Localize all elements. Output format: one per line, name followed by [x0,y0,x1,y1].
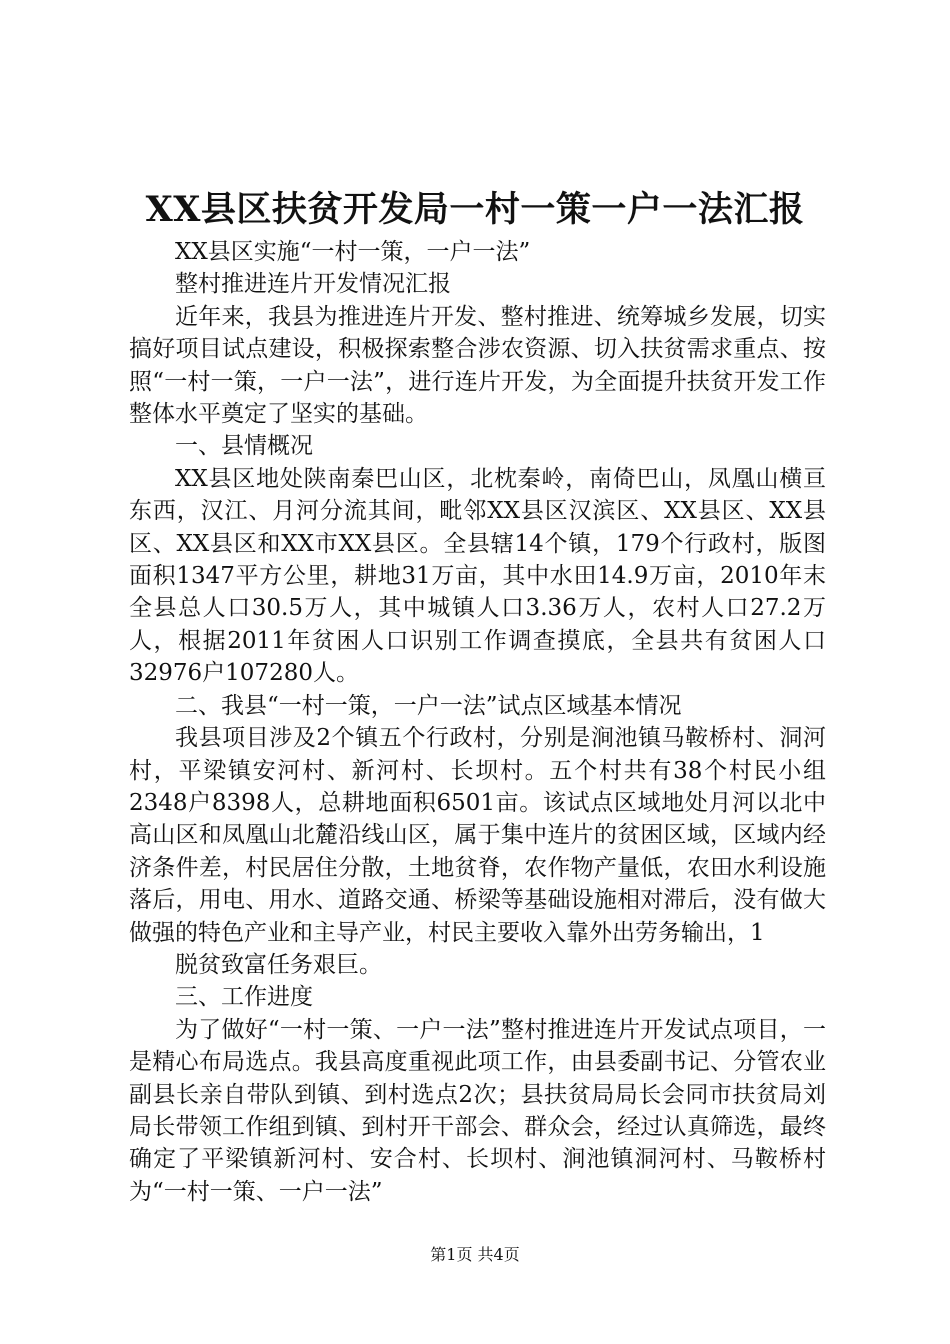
section-heading-2: 二、我县“一村一策，一户一法”试点区域基本情况 [175,692,682,719]
subtitle-line-1: XX县区实施“一村一策，一户一法” [175,239,531,265]
work-progress-paragraph: 为了做好“一村一策、一户一法”整村推进连片开发试点项目，一是精心布局选点。我县高度重视此项工作，由县委副书记、分管农业副县长亲自带队到镇、到村选点2次；县扶贫局局长会同市扶贫局刘局长带领工作组到镇、到村开干部会、群众会，经过认真筛选，最终确定了平梁镇新河村、安合村、长坝村、涧池镇洞河村、马鞍桥村为“一村一策、一户一法” [129,1016,826,1205]
document-body [129,236,826,1208]
pilot-area-paragraph: 我县项目涉及2个镇五个行政村，分别是涧池镇马鞍桥村、洞河村，平梁镇安河村、新河村、长坝村。五个村共有38个村民小组2348户8398人，总耕地面积6501亩。该试点区域地处月河以北中高山区和凤凰山北麓沿线山区，属于集中连片的贫困区域，区域内经济条件差，村民居住分散，土地贫脊，农作物产量低，农田水利设施落后，用电、用水、道路交通、桥梁等基础设施相对滞后，没有做大做强的特色产业和主导产业，村民主要收入靠外出劳务输出，1 [129,725,826,946]
intro-paragraph: 近年来，我县为推进连片开发、整村推进、统筹城乡发展，切实搞好项目试点建设，积极探索整合涉农资源、切入扶贫需求重点、按照“一村一策，一户一法”，进行连片开发，为全面提升扶贫开发工作整体水平奠定了坚实的基础。 [129,303,826,428]
county-overview-paragraph: XX县区地处陕南秦巴山区，北枕秦岭，南倚巴山，凤凰山横亘东西，汉江、月河分流其间，毗邻XX县区汉滨区、XX县区、XX县区、XX县区和XX市XX县区。全县辖14个镇，179个行政村，版图面积1347平方公里，耕地31万亩，其中水田14.9万亩，2010年末全县总人口30.5万人，其中城镇人口3.36万人，农村人口27.2万人，根据2011年贫困人口识别工作调查摸底，全县共有贫困人口32976户107280人。 [129,465,826,687]
page-number-footer: 第1页 共4页 [430,1245,520,1264]
section-heading-3: 三、工作进度 [175,984,313,1011]
document-title: XX县区扶贫开发局一村一策一户一法汇报 [145,189,805,230]
subtitle-line-2: 整村推进连片开发情况汇报 [175,271,451,298]
pilot-area-paragraph-continued: 脱贫致富任务艰巨。 [175,951,382,978]
section-heading-1: 一、县情概况 [175,433,313,460]
